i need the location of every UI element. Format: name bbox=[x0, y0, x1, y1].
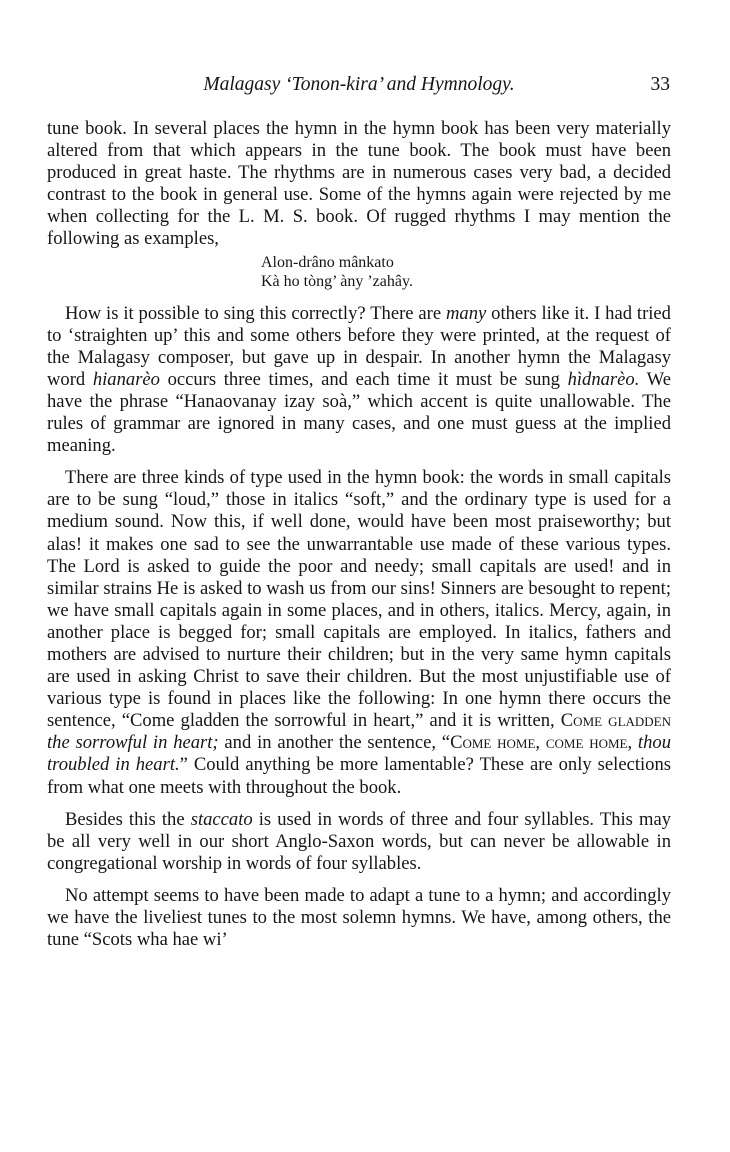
paragraph-1: tune book. In several places the hymn in the hymn book has been very materially altered from that which appears in the tune book. The book must have been produced in great haste. The rhythms are in numerous cases very bad, a decided contrast to the book in general use. Some of the hymns again were rejected by me when collecting for the L. M. S. book. Of rugged rhythms I may mention the following as examples, bbox=[47, 118, 671, 250]
p3-smallcaps-2: Come home, come home, bbox=[450, 732, 633, 754]
p3-text-c: ” Could anything be more lamentable? These are only selections from what one meets with throughout the book. bbox=[47, 754, 671, 798]
p2-italic-sung: hìdnarèo. bbox=[567, 368, 640, 390]
paragraph-5: No attempt seems to have been made to adapt a tune to a hymn; and accordingly we have the liveliest tunes to the most solemn hymns. We have, among others, the tune “Scots wha hae wi’ bbox=[47, 884, 671, 951]
p2-text-d: We have the phrase “Hanaovanay izay soà,” which accent is quite unallowable. The rules of grammar are ignored in many cases, and one must guess at the implied meaning. bbox=[47, 368, 671, 457]
p4-text-a: Besides this the bbox=[65, 808, 191, 830]
p2-text-c: occurs three times, and each time it must be sung bbox=[159, 368, 568, 390]
p3-text-a: There are three kinds of type used in the hymn book: the words in small capitals are to be sung “loud,” those in italics “soft,” and the ordinary type is used for a medium sound. Now this, if well done, would have been most praiseworthy; but alas! it makes one sad to see the unwarrantable use made of these various types. The Lord is asked to guide the poor and needy; small capitals are used! and in similar strains He is asked to wash us from our sins! Sinners are besought to repent; we have small capitals again in some places, and in others, italics. Mercy, again, in another place is begged for; small capitals are employed. In italics, fathers and mothers are advised to nurture their children; but in the very same hymn capitals are used in asking Christ to save their children. But the most unjustifiable use of various type is found in places like the following: In one hymn there occurs the sentence, “Come gladden the sorrowful in heart,” and it is written, bbox=[47, 467, 671, 732]
running-title: Malagasy ‘Tonon-kira’ and Hymnology. bbox=[203, 74, 515, 95]
p2-italic-word: hianarèo bbox=[92, 368, 160, 390]
p3-text-b: and in another the sentence, “ bbox=[218, 732, 451, 754]
running-header bbox=[48, 74, 670, 100]
paragraph-3 bbox=[47, 467, 671, 798]
p3-smallcaps-1: Come gladden bbox=[560, 710, 671, 732]
p4-text-b: is used in words of three and four syllables. This may be all very well in our short Anglo-Saxon words, but can never be allowable in congregational worship in words of four syllables. bbox=[47, 808, 671, 874]
p2-text-a: How is it possible to sing this correctly? There are bbox=[65, 302, 446, 324]
rhythm-example bbox=[261, 253, 671, 291]
paragraph-2 bbox=[47, 303, 671, 458]
p3-italic-2: thou troubled in heart. bbox=[47, 732, 671, 776]
p2-italic-many: many bbox=[446, 302, 487, 324]
example-line-1: Alon-drâno mânkato bbox=[261, 253, 394, 271]
paragraph-4 bbox=[47, 809, 671, 875]
example-line-2: Kà ho tòng’ àny ’zahây. bbox=[261, 272, 413, 290]
page-number: 33 bbox=[650, 74, 670, 95]
p3-italic-1: the sorrowful in heart; bbox=[47, 732, 219, 754]
page-body bbox=[47, 118, 671, 961]
p2-text-b: others like it. I had tried to ‘straighten up’ this and some others before they were printed, at the request of the Malagasy composer, but gave up in despair. In another hymn the Malagasy word bbox=[47, 302, 671, 390]
p4-italic-staccato: staccato bbox=[190, 808, 253, 830]
